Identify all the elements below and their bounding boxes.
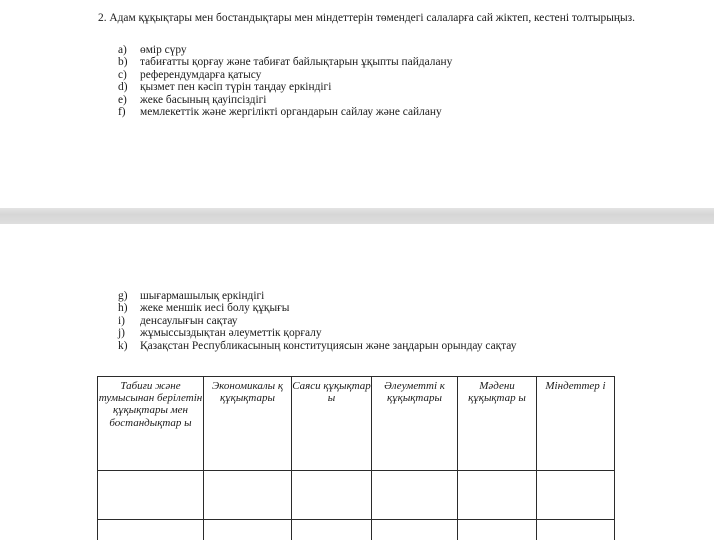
list-item: b) табиғатты қорғау және табиғат байлықтарын ұқыпты пайдалану <box>118 56 452 68</box>
rights-table <box>97 376 615 540</box>
header-duties: Міндеттер і <box>537 377 615 471</box>
table-cell[interactable] <box>204 471 292 520</box>
list-item: j) жұмыссыздықтан әлеуметтік қорғалу <box>118 327 516 339</box>
list-item: c) референдумдарға қатысу <box>118 69 452 81</box>
list-item: a) өмір сүру <box>118 44 452 56</box>
document-page-1 <box>0 0 714 208</box>
header-social-rights: Әлеуметті к құқықтары <box>372 377 458 471</box>
list-item: e) жеке басының қауіпсіздігі <box>118 94 452 106</box>
table-row <box>98 520 615 540</box>
list-item: f) мемлекеттік және жергілікті органдарын сайлау және сайлану <box>118 106 452 118</box>
table-cell[interactable] <box>372 520 458 540</box>
table-cell[interactable] <box>458 471 537 520</box>
table-cell[interactable] <box>98 471 204 520</box>
document-page-2 <box>0 224 714 532</box>
list-item: k) Қазақстан Республикасының конституциясын және заңдарын орындау сақтау <box>118 340 516 352</box>
header-economic-rights: Экономикалы қ құқықтары <box>204 377 292 471</box>
items-list-1 <box>118 44 452 118</box>
items-list-2 <box>118 290 516 352</box>
list-item: h) жеке меншік иесі болу құқығы <box>118 302 516 314</box>
table-cell[interactable] <box>292 471 372 520</box>
page-separator <box>0 208 714 224</box>
list-item: d) қызмет пен кәсіп түрін таңдау еркіндігі <box>118 81 452 93</box>
header-natural-rights: Табиғи және тумысынан берілетін құқықтары мен бостандықтар ы <box>98 377 204 471</box>
header-cultural-rights: Мәдени құқықтар ы <box>458 377 537 471</box>
list-item: i) денсаулығын сақтау <box>118 315 516 327</box>
table-header-row <box>98 377 615 471</box>
table-cell[interactable] <box>292 520 372 540</box>
table-cell[interactable] <box>98 520 204 540</box>
question-text: 2. Адам құқықтары мен бостандықтары мен міндеттерін төмендегі салаларға сай жіктеп, кестені толтырыңыз. <box>98 12 638 26</box>
table-row <box>98 471 615 520</box>
table-cell[interactable] <box>372 471 458 520</box>
list-item: g) шығармашылық еркіндігі <box>118 290 516 302</box>
table-cell[interactable] <box>537 520 615 540</box>
table-cell[interactable] <box>458 520 537 540</box>
table-cell[interactable] <box>204 520 292 540</box>
header-political-rights: Саяси құқықтар ы <box>292 377 372 471</box>
table-cell[interactable] <box>537 471 615 520</box>
